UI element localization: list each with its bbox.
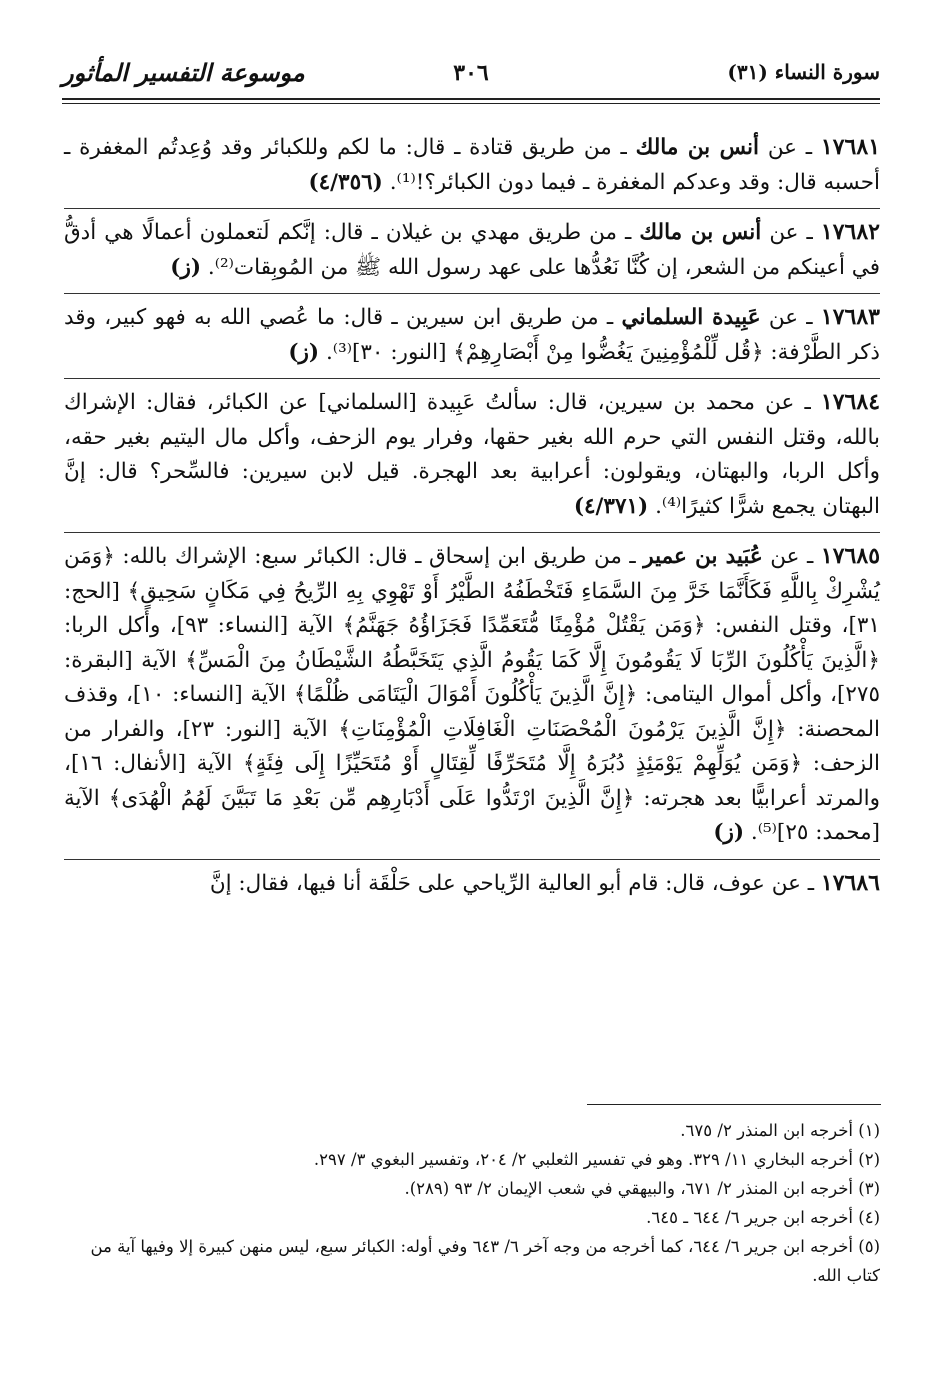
narration-text: ـ من طريق مهدي بن غيلان ـ قال: إنَّكم لَتعملون أعمالًا هي أدقُّ في أعينكم من الشعر، إن كُنَّا نَعُدُّها على عهد رسول الله ﷺ من المُوبِقات⁽²⁾.: [64, 220, 880, 280]
header-rule-thin: [62, 103, 880, 104]
page-number: ٣٠٦: [453, 60, 489, 86]
narration-connector: ـ عن: [770, 544, 814, 569]
narrator-name: أنس بن مالك: [635, 135, 759, 160]
narration-text: ـ من طريق ابن سيرين ـ قال: ما عُصي الله به فهو كبير، وقد ذكر الطَّرْفة: ﴿قُل لِّلْمُؤْمِنِينَ يَغُضُّوا مِنْ أَبْصَارِهِمْ﴾ [النور: ٣٠]⁽³⁾.: [64, 305, 880, 365]
narration-reference: (ز): [288, 339, 320, 365]
narration-reference: (ز): [170, 254, 202, 280]
footnote: (٤) أخرجه ابن جرير ٦/ ٦٤٤ ـ ٦٤٥.: [646, 1208, 880, 1227]
main-text: [64, 124, 880, 909]
narration-connector: ـ عن: [771, 870, 815, 896]
footnote: (٢) أخرجه البخاري ١١/ ٣٢٩. وهو في تفسير الثعلبي ٢/ ٢٠٤، وتفسير البغوي ٣/ ٢٩٧.: [313, 1150, 880, 1169]
narration-connector: ـ عن: [767, 135, 813, 160]
narration-entry: [64, 294, 880, 379]
header-rule: [62, 98, 880, 100]
narration-reference: (٤/٣٥٦): [308, 169, 383, 195]
footnote: (١) أخرجه ابن المنذر ٢/ ٦٧٥.: [680, 1121, 880, 1140]
narrator-name: عَبِيدة السلماني: [621, 305, 761, 330]
narration-text: محمد بن سيرين، قال: سألتُ عَبِيدة [السلماني] عن الكبائر، فقال: الإشراك بالله، وقتل النفس التي حرم الله بغير حقها، وفرار يوم الزحف، وأكل مال اليتيم بغير حقه، وأكل الربا، والبهتان، ويقولون: أعرابية بعد الهجرة. قيل لابن سيرين: فالسِّحر؟ قال: إنَّ البهتان يجمع شرًّا كثيرًا⁽⁴⁾.: [64, 390, 880, 519]
narration-connector: ـ عن: [769, 220, 813, 245]
surah-label: سورة النساء (٣١): [727, 60, 880, 84]
narration-entry: [64, 124, 880, 209]
footnote: (٥) أخرجه ابن جرير ٦/ ٦٤٤، كما أخرجه من وجه آخر ٦/ ٦٤٣ وفي أوله: الكبائر سبع، ليس منهن كبيرة إلا وفيها آية من كتاب الله.: [90, 1237, 880, 1285]
narration-number: ١٧٦٨٥: [820, 543, 881, 569]
narration-number: ١٧٦٨١: [820, 134, 881, 160]
narration-entry: [64, 379, 880, 533]
page-header: [62, 58, 880, 102]
narration-entry: [64, 860, 880, 910]
narration-reference: (ز): [713, 820, 745, 845]
narrator-name: أنس بن مالك: [639, 220, 762, 245]
narration-number: ١٧٦٨٦: [820, 869, 880, 896]
narration-number: ١٧٦٨٢: [820, 219, 880, 245]
narration-connector: ـ عن: [765, 390, 811, 415]
narration-text: ـ من طريق قتادة ـ قال: ما لكم وللكبائر وقد وُعِدتُم المغفرة ـ أحسبه قال: وقد وعدكم المغفرة ـ فيما دون الكبائر؟!⁽¹⁾.: [64, 135, 880, 195]
book-title: موسوعة التفسير المأثور: [62, 58, 305, 87]
footnote: (٣) أخرجه ابن المنذر ٢/ ٦٧١، والبيهقي في شعب الإيمان ٢/ ٩٣ (٢٨٩).: [404, 1179, 880, 1198]
narrator-name: عُبَيد بن عمير: [643, 544, 763, 569]
narration-entry: [64, 209, 880, 294]
narration-text: عوف، قال: قام أبو العالية الرِّياحي على حَلْقَة أنا فيها، فقال: إنَّ: [209, 870, 765, 896]
narration-entry: [64, 533, 880, 860]
narration-number: ١٧٦٨٤: [820, 389, 881, 415]
footnote-rule: [587, 1104, 881, 1105]
narration-number: ١٧٦٨٣: [820, 304, 880, 330]
narration-reference: (٤/٣٧١): [573, 493, 649, 519]
narration-connector: ـ عن: [768, 305, 813, 330]
narration-text: ـ من طريق ابن إسحاق ـ قال: الكبائر سبع: الإشراك بالله: ﴿وَمَن يُشْرِكْ بِاللَّهِ فَكَأَنَّمَا خَرَّ مِنَ السَّمَاءِ فَتَخْطَفُهُ الطَّيْرُ أَوْ تَهْوِي بِهِ الرِّيحُ فِي مَكَانٍ سَحِيقٍ﴾ [الحج: ٣١]، وقتل النفس: ﴿وَمَن يَقْتُلْ مُؤْمِنًا مُّتَعَمِّدًا فَجَزَاؤُهُ جَهَنَّمُ﴾ الآية [النساء: ٩٣]، وأكل الربا: ﴿الَّذِينَ يَأْكُلُونَ الرِّبَا لَا يَقُومُونَ إِلَّا كَمَا يَقُومُ الَّذِي يَتَخَبَّطُهُ الشَّيْطَانُ مِنَ الْمَسِّ﴾ الآية [البقرة: ٢٧٥]، وأكل أموال اليتامى: ﴿إِنَّ الَّذِينَ يَأْكُلُونَ أَمْوَالَ الْيَتَامَى ظُلْمًا﴾ الآية [النساء: ١٠]، وقذف المحصنة: ﴿إِنَّ الَّذِينَ يَرْمُونَ الْمُحْصَنَاتِ الْغَافِلَاتِ الْمُؤْمِنَاتِ﴾ الآية [النور: ٢٣]، والفرار من الزحف: ﴿وَمَن يُوَلِّهِمْ يَوْمَئِذٍ دُبُرَهُ إِلَّا مُتَحَرِّفًا لِّقِتَالٍ أَوْ مُتَحَيِّزًا إِلَى فِئَةٍ﴾ الآية [الأنفال: ١٦]، والمرتد أعرابيًّا بعد هجرته: ﴿إِنَّ الَّذِينَ ارْتَدُّوا عَلَى أَدْبَارِهِم مِّن بَعْدِ مَا تَبَيَّنَ لَهُمُ الْهُدَى﴾ الآية [محمد: ٢٥]⁽⁵⁾.: [64, 544, 880, 845]
footnotes: [64, 1116, 880, 1290]
